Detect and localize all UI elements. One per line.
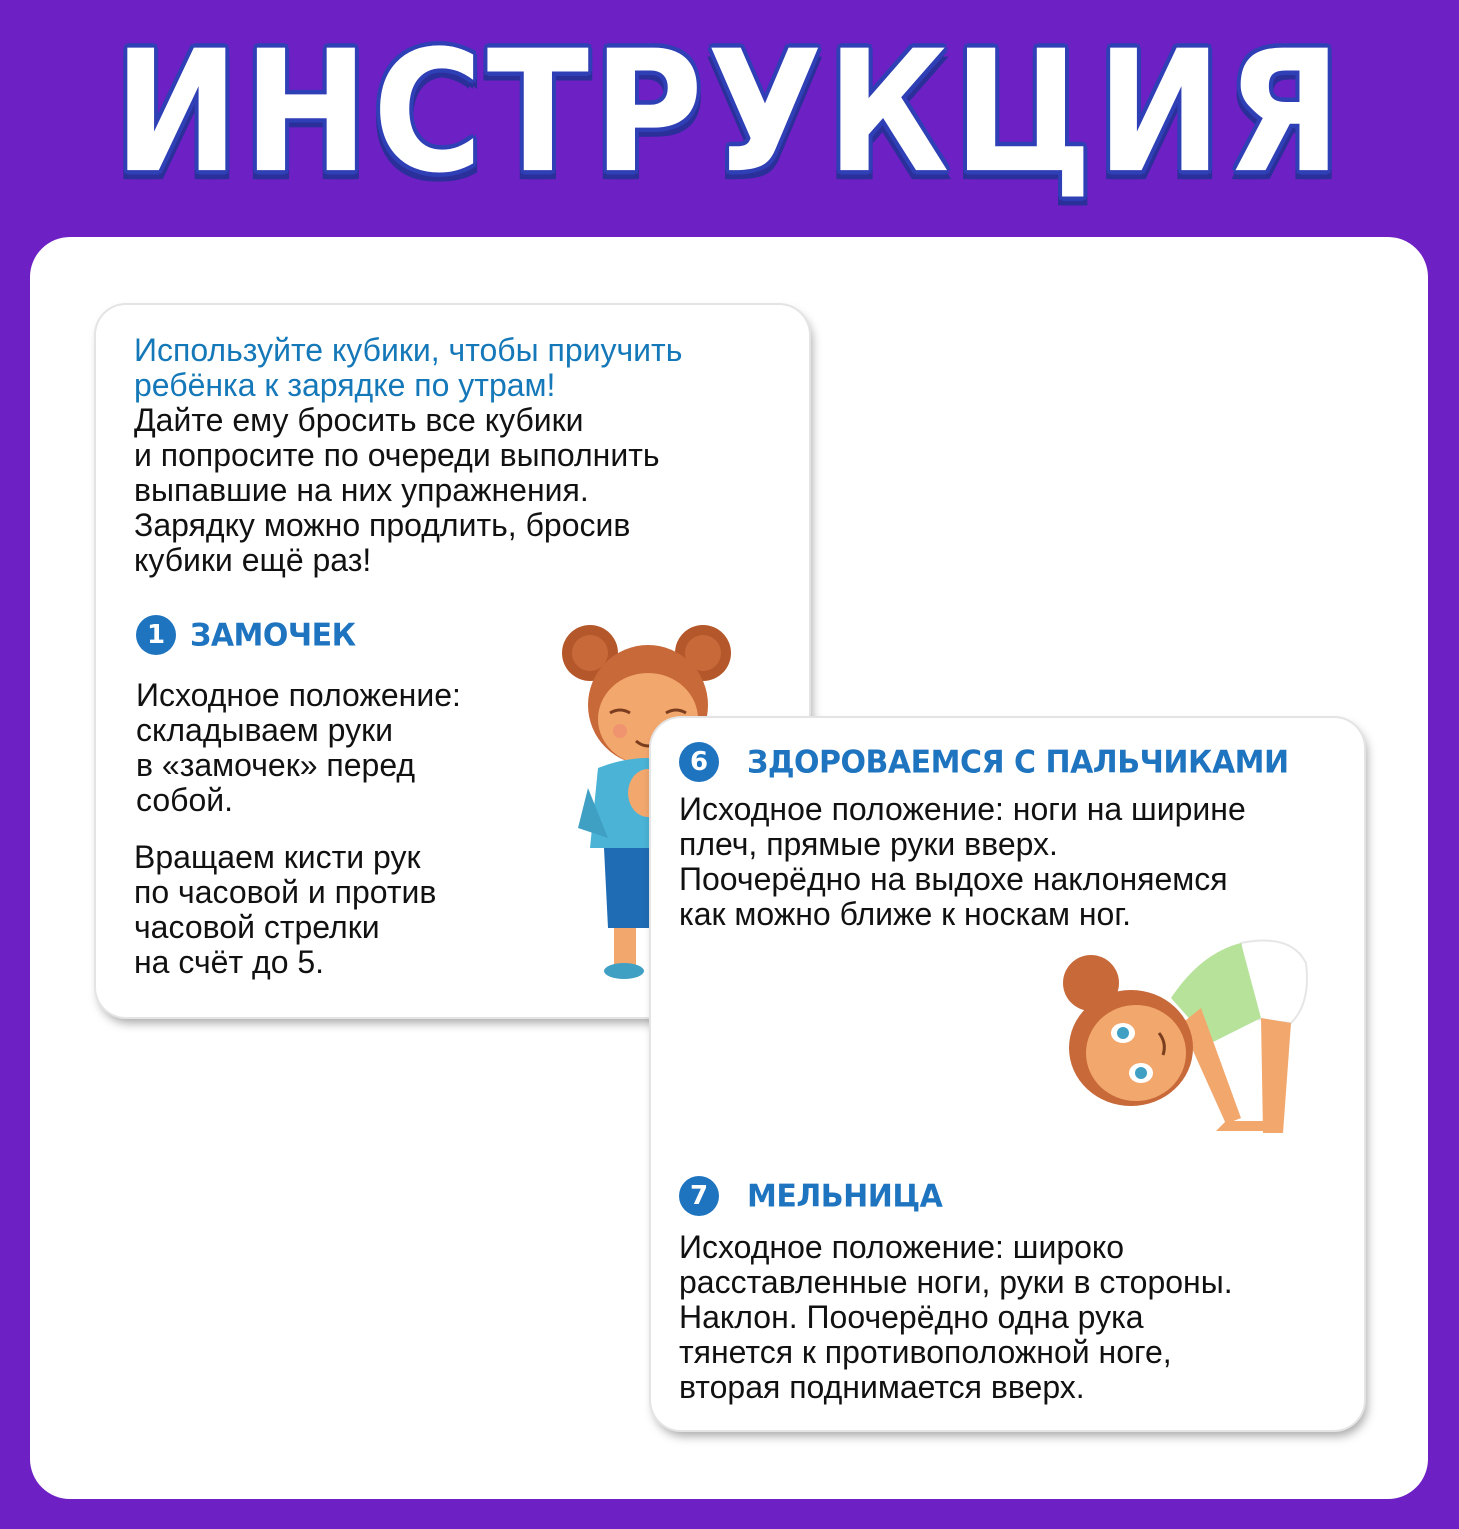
exercise-1-number-badge: 1 bbox=[136, 615, 176, 655]
page-title bbox=[0, 15, 1459, 211]
bending-girl-illustration bbox=[1051, 933, 1321, 1153]
exercise-6-title: ЗДОРОВАЕМСЯ С ПАЛЬЧИКАМИ bbox=[747, 743, 1289, 781]
exercise-1-start-position: Исходное положение: складываем руки в «замочек» перед собой. bbox=[136, 677, 461, 818]
exercise-7-title: МЕЛЬНИЦА bbox=[747, 1177, 943, 1215]
exercise-6-text: Исходное положение: ноги на ширине плеч, прямые руки вверх. Поочерёдно на выдохе наклоняемся как можно ближе к носкам ног. bbox=[679, 791, 1246, 932]
exercise-6-number-badge: 6 bbox=[679, 742, 719, 782]
title-text: ИНСТРУКЦИЯ bbox=[113, 15, 1346, 211]
exercise-7-text: Исходное положение: широко расставленные ноги, руки в стороны. Наклон. Поочерёдно одна рука тянется к противоположной ноге, вторая поднимается вверх. bbox=[679, 1229, 1233, 1405]
intro-highlight: Используйте кубики, чтобы приучить ребёнка к зарядке по утрам! bbox=[134, 332, 683, 403]
exercise-1-action: Вращаем кисти рук по часовой и против часовой стрелки на счёт до 5. bbox=[134, 839, 437, 980]
exercise-7-heading bbox=[679, 1176, 942, 1216]
intro-text: Дайте ему бросить все кубики и попросите по очереди выполнить выпавшие на них упражнения. Зарядку можно продлить, бросив кубики ещё раз! bbox=[134, 402, 660, 578]
exercise-1-title: ЗАМОЧЕК bbox=[190, 616, 356, 654]
exercise-1-heading bbox=[136, 615, 356, 655]
exercise-6-heading bbox=[679, 742, 1289, 782]
exercise-7-number-badge: 7 bbox=[679, 1176, 719, 1216]
instruction-card-2 bbox=[651, 718, 1364, 1430]
